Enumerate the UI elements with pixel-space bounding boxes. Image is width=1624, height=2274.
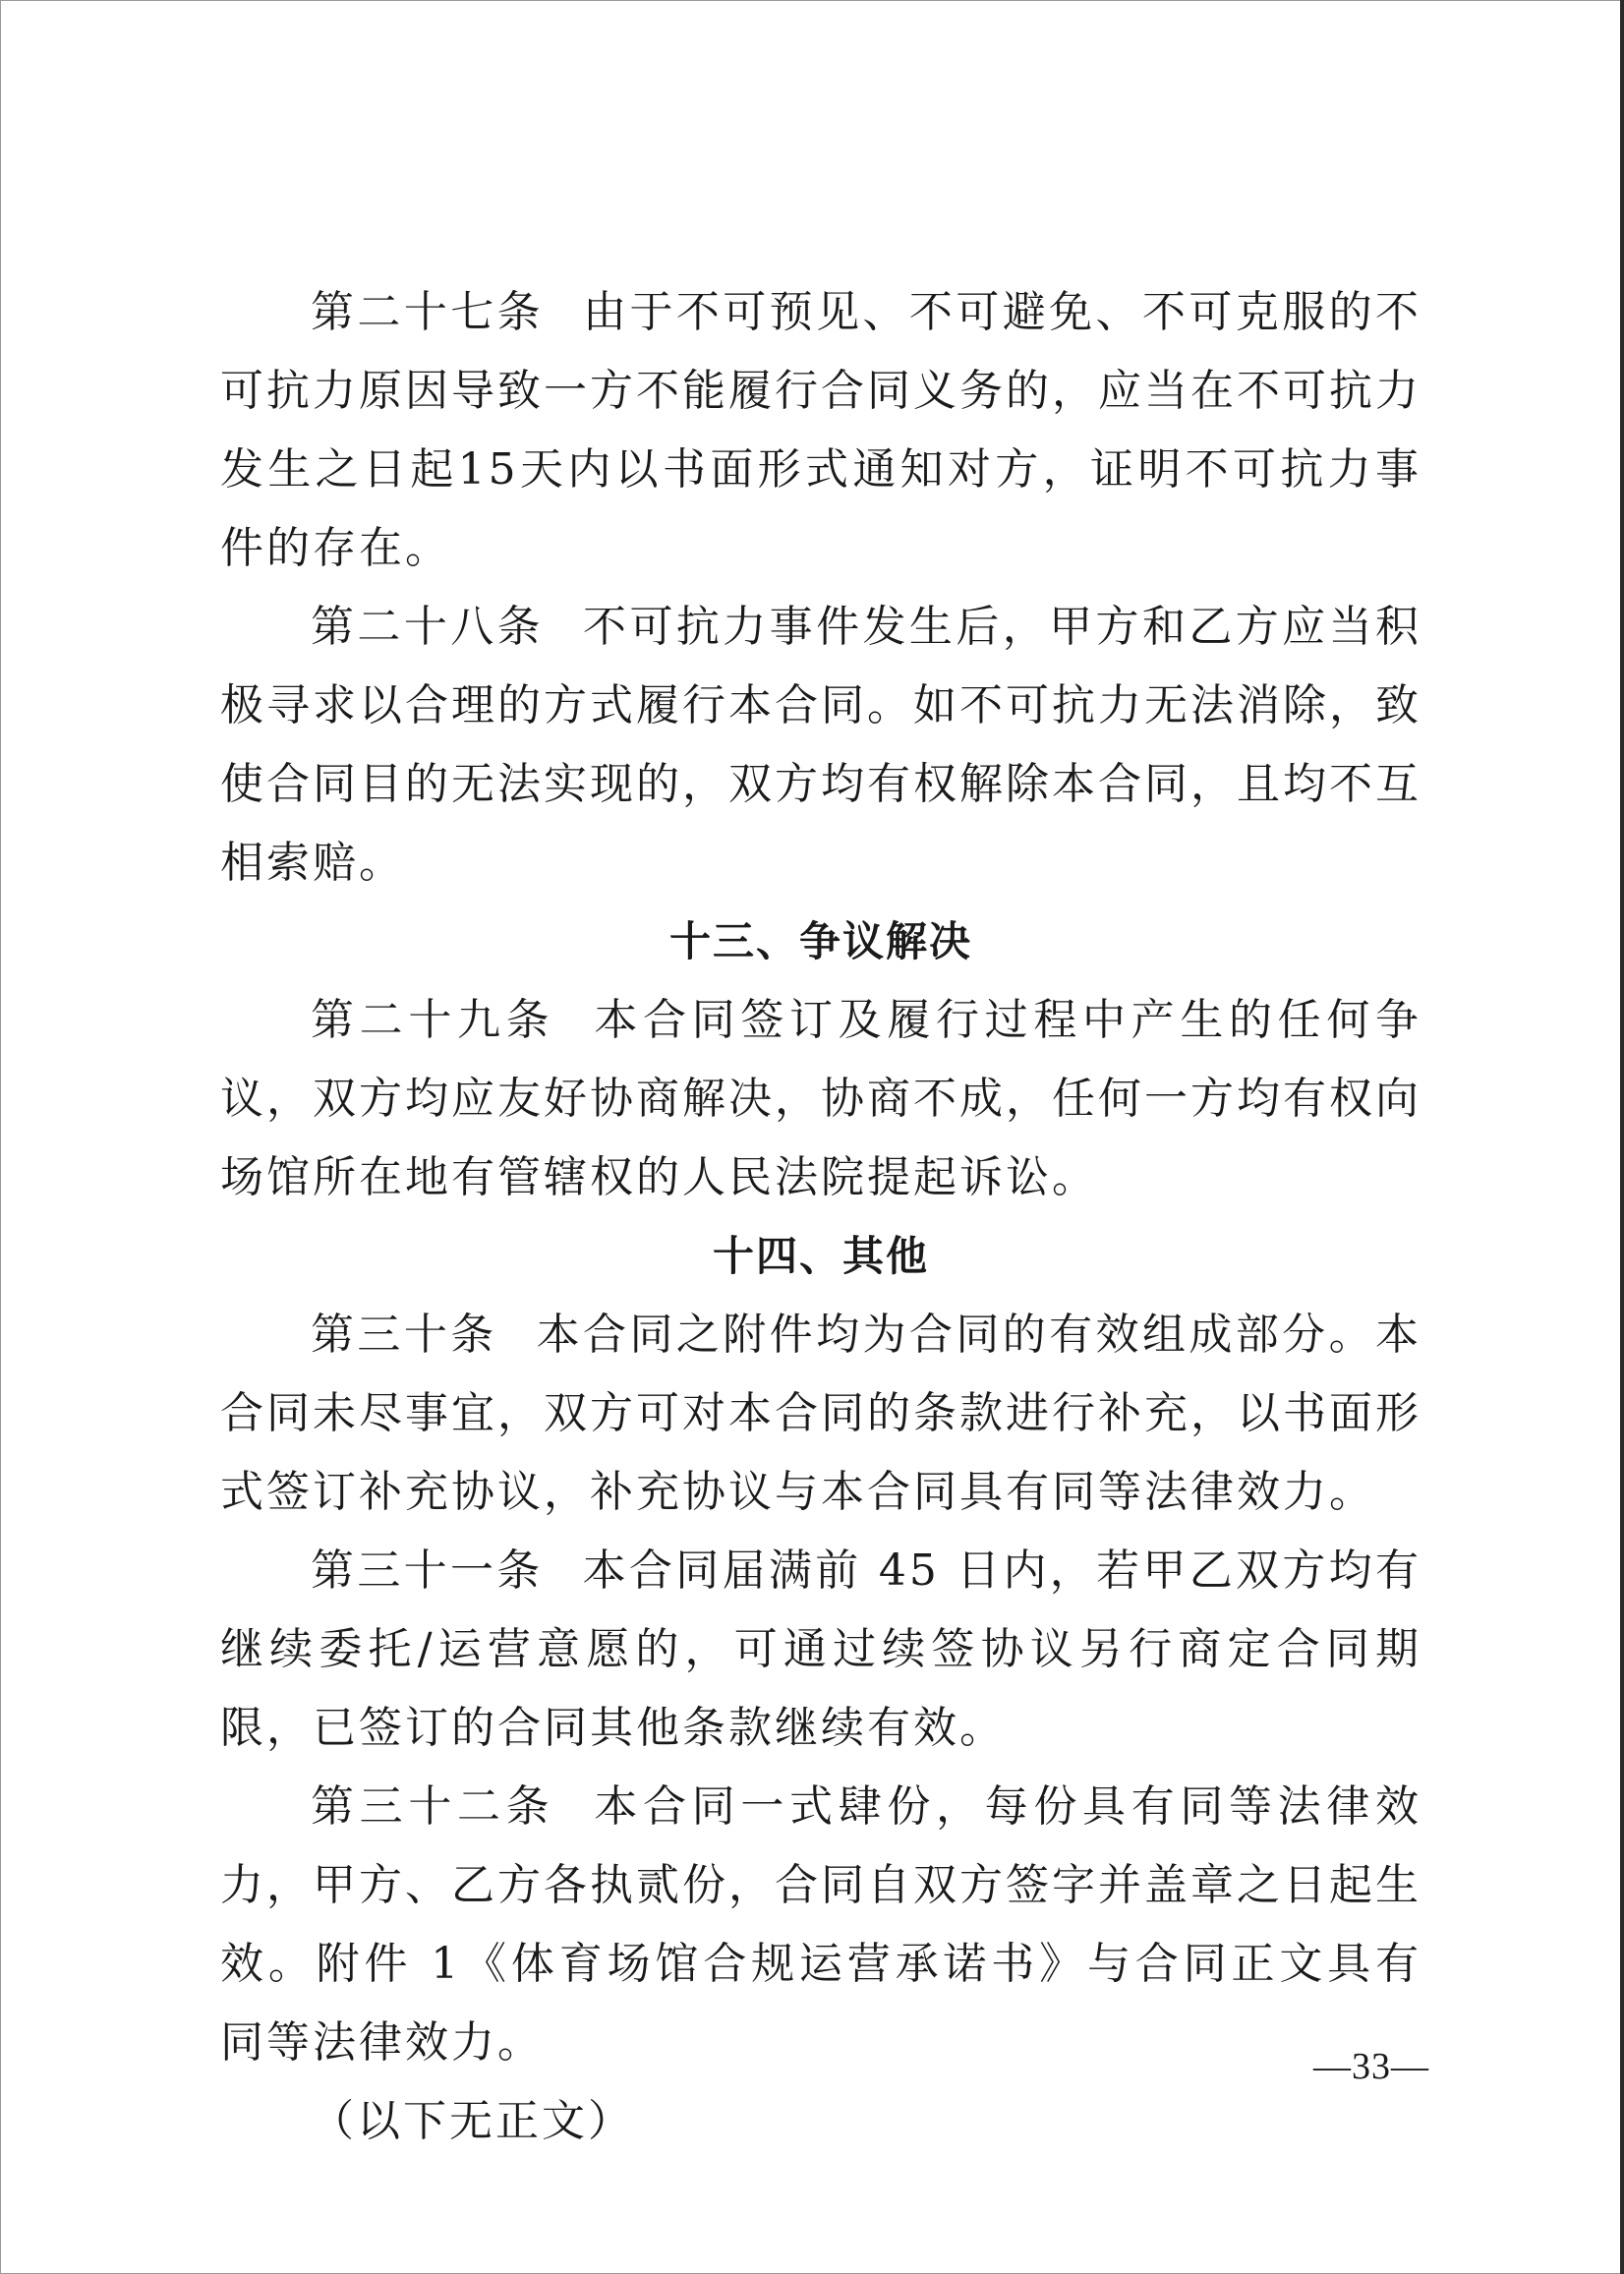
article-text: 不可抗力事件发生后，甲方和乙方应当积极寻求以合理的方式履行本合同。如不可抗力无法消除，致使合同目的无法实现的，双方均有权解除本合同，且均不互相索赔。 [220,602,1421,888]
article-label: 第二十八条 [311,602,545,652]
article-text: 本合同届满前 45 日内，若甲乙双方均有继续委托/运营意愿的，可通过续签协议另行商定合同期限，已签订的合同其他条款继续有效。 [220,1545,1422,1753]
article-label: 第三十一条 [311,1545,544,1596]
section-heading-dispute-resolution: 十三、争议解决 [668,917,972,965]
article-label: 第三十条 [311,1310,497,1360]
article-label: 第二十九条 [311,995,555,1045]
section-heading-other: 十四、其他 [712,1232,929,1280]
article-label: 第二十七条 [311,287,545,337]
document-body [220,273,1421,2161]
end-note: （以下无正文） [311,2096,634,2146]
page-number: —33— [1313,2046,1429,2087]
article-text: 本合同一式肆份，每份具有同等法律效力，甲方、乙方各执贰份，合同自双方签字并盖章之日起生效。附件 1《体育场馆合规运营承诺书》与合同正文具有同等法律效力。 [220,1781,1422,2068]
article-label: 第三十二条 [311,1781,555,1832]
scan-edge [1620,0,1624,2274]
article-32 [220,1768,1421,2082]
article-text: 本合同之附件均为合同的有效组成部分。本合同未尽事宜，双方可对本合同的条款进行补充，以书面形式签订补充协议，补充协议与本合同具有同等法律效力。 [220,1310,1422,1517]
article-27 [220,273,1421,588]
article-31 [220,1532,1421,1768]
article-30 [220,1296,1421,1532]
article-29 [220,981,1421,1217]
article-text: 由于不可预见、不可避免、不可克服的不可抗力原因导致一方不能履行合同义务的，应当在不可抗力发生之日起15天内以书面形式通知对方，证明不可抗力事件的存在。 [220,287,1421,573]
article-28 [220,588,1421,903]
article-text: 本合同签订及履行过程中产生的任何争议，双方均应友好协商解决，协商不成，任何一方均有权向场馆所在地有管辖权的人民法院提起诉讼。 [220,995,1422,1202]
